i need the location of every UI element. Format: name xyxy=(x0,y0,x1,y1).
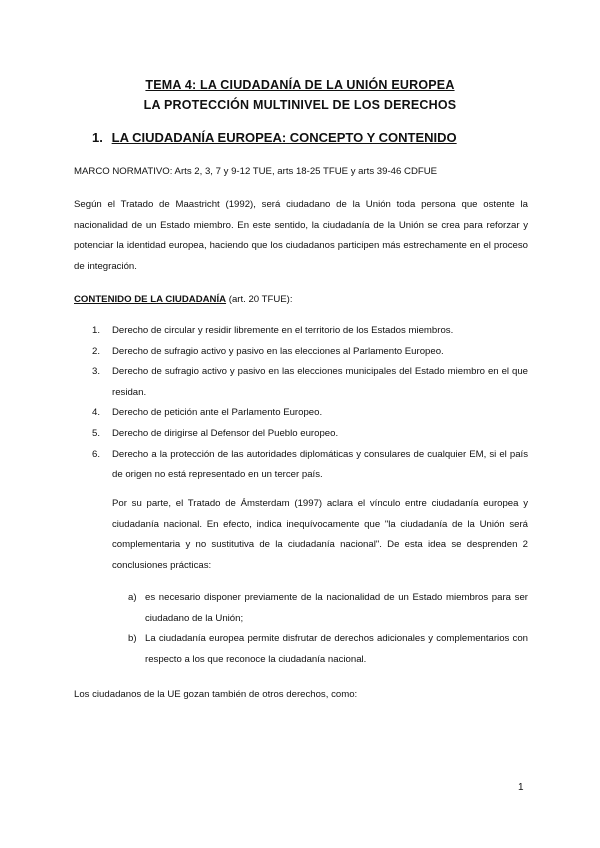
section-number: 1. xyxy=(92,130,103,145)
contenido-ref: (art. 20 TFUE): xyxy=(226,294,293,305)
document-subtitle: LA PROTECCIÓN MULTINIVEL DE LOS DERECHOS xyxy=(143,98,457,112)
list-item-letter: a) xyxy=(128,592,137,603)
conclusions-list xyxy=(128,588,528,670)
list-item xyxy=(92,342,528,363)
marco-normativo: MARCO NORMATIVO: Arts 2, 3, 7 y 9-12 TUE, arts 18-25 TFUE y arts 39-46 CDFUE xyxy=(74,166,438,177)
list-item-number: 1. xyxy=(92,325,101,336)
list-item xyxy=(92,445,528,486)
contenido-label: CONTENIDO DE LA CIUDADANÍA xyxy=(74,294,227,305)
list-item-number: 5. xyxy=(92,427,101,439)
list-item-number: 4. xyxy=(92,407,101,419)
list-item xyxy=(92,403,528,424)
list-item-text: Derecho de sufragio activo y pasivo en las elecciones municipales del Estado miembro en el que residan. xyxy=(112,366,528,398)
section-heading-text: LA CIUDADANÍA EUROPEA: CONCEPTO Y CONTENIDO xyxy=(111,130,457,145)
list-item-letter: b) xyxy=(128,633,137,645)
list-item-text: La ciudadanía europea permite disfrutar de derechos adicionales y complementarios con respecto a los que reconoce la ciudadanía nacional. xyxy=(145,633,528,665)
contenido-heading xyxy=(74,290,534,311)
list-item-text: Derecho a la protección de las autoridades diplomáticas y consulares de cualquier EM, si el país de origen no está representado en un tercer país. xyxy=(112,448,528,481)
list-item-text: Derecho de petición ante el Parlamento Europeo. xyxy=(112,407,323,419)
paragraph-amsterdam: Por su parte, el Tratado de Ámsterdam (1997) aclara el vínculo entre ciudadanía europea y ciudadanía nacional. En efecto, indica inequívocamente que "la ciudadanía de la Unión será complementaria y no sustitutiva de la ciudadanía nacional". De esta idea se desprenden 2 conclusiones prácticas: xyxy=(112,498,528,571)
list-item-text: Derecho de circular y residir libremente en el territorio de los Estados miembros. xyxy=(112,325,454,336)
list-item xyxy=(92,424,528,445)
list-item xyxy=(128,588,528,629)
list-item-number: 6. xyxy=(92,448,101,460)
list-item xyxy=(128,629,528,670)
list-item-text: Derecho de sufragio activo y pasivo en las elecciones al Parlamento Europeo. xyxy=(112,345,444,357)
list-item-number: 3. xyxy=(92,366,101,378)
page-number: 1 xyxy=(518,782,524,793)
list-item-text: Derecho de dirigirse al Defensor del Pueblo europeo. xyxy=(112,427,339,439)
document-title: TEMA 4: LA CIUDADANÍA DE LA UNIÓN EUROPEA xyxy=(145,78,455,92)
section-heading xyxy=(92,130,457,145)
rights-list xyxy=(92,321,528,486)
paragraph-maastricht: Según el Tratado de Maastricht (1992), será ciudadano de la Unión toda persona que ostente la nacionalidad de un Estado miembro. En este sentido, la ciudadanía de la Unión se crea para reforzar y potenciar la identidad europea, haciendo que los ciudadanos participen más estrechamente en el proceso de integración. xyxy=(74,199,528,272)
list-item-number: 2. xyxy=(92,345,101,357)
list-item xyxy=(92,321,528,342)
list-item-text: es necesario disponer previamente de la nacionalidad de un Estado miembros para ser ciudadano de la Unión; xyxy=(145,592,528,624)
paragraph-otros-derechos: Los ciudadanos de la UE gozan también de otros derechos, como: xyxy=(74,689,358,700)
list-item xyxy=(92,362,528,403)
